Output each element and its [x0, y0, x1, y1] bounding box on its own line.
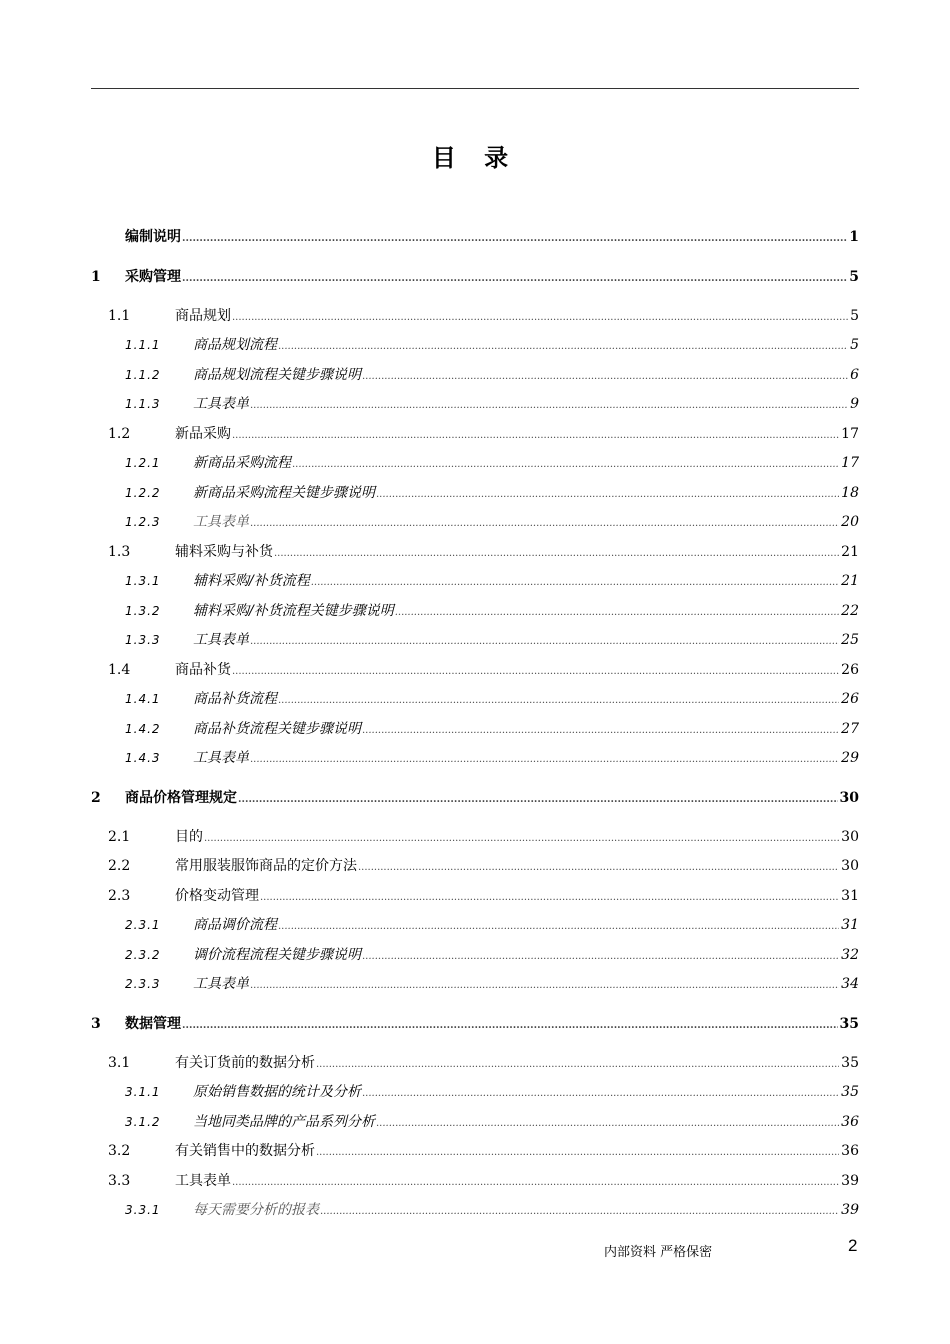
toc-dot-leader [362, 365, 848, 389]
toc-entry-title: 有关订货前的数据分析 [175, 1055, 315, 1071]
toc-entry-page: 25 [841, 632, 859, 648]
toc-entry[interactable] [91, 854, 859, 878]
toc-entry-page: 29 [841, 750, 859, 766]
toc-entry-title: 每天需要分析的报表 [193, 1202, 319, 1218]
toc-entry-number: 1.1.2 [125, 368, 161, 382]
toc-entry-number: 3.1 [108, 1055, 131, 1071]
toc-entry-title: 工具表单 [193, 750, 249, 766]
toc-entry-page: 17 [841, 426, 859, 442]
toc-entry-page: 5 [849, 269, 859, 285]
toc-entry-number: 2.3.3 [125, 977, 161, 991]
toc-dot-leader [250, 630, 839, 654]
header-rule [91, 88, 859, 89]
toc-entry-title: 商品补货 [175, 662, 231, 678]
toc-entry[interactable] [91, 1169, 859, 1193]
toc-entry[interactable] [91, 1051, 859, 1075]
page-title: 目 录 [431, 143, 519, 172]
toc-entry-page: 35 [841, 1055, 859, 1071]
toc-entry-title: 辅料采购/补货流程关键步骤说明 [193, 603, 394, 619]
toc-entry-title: 原始销售数据的统计及分析 [193, 1084, 361, 1100]
toc-dot-leader [250, 748, 839, 772]
toc-dot-leader [232, 306, 848, 330]
toc-entry-number: 1.3.3 [125, 633, 161, 647]
toc-entry-title: 商品价格管理规定 [125, 790, 237, 806]
toc-entry-page: 22 [841, 603, 859, 619]
toc-entry-page: 6 [850, 367, 859, 383]
toc-entry-page: 26 [841, 662, 859, 678]
toc-entry-number: 1.3 [108, 544, 131, 560]
toc-dot-leader [278, 689, 839, 713]
toc-dot-leader [250, 394, 848, 418]
toc-entry-number: 1.4.1 [125, 692, 161, 706]
toc-entry[interactable] [91, 1198, 859, 1222]
toc-entry-number: 1.2.3 [125, 515, 161, 529]
toc-entry[interactable] [91, 1080, 859, 1104]
toc-entry-page: 30 [841, 858, 859, 874]
toc-entry-number: 3 [91, 1016, 101, 1032]
toc-entry[interactable] [91, 786, 859, 810]
toc-dot-leader [316, 1053, 839, 1077]
toc-entry-page: 17 [841, 455, 859, 471]
toc-entry-page: 30 [839, 790, 859, 806]
toc-entry-title: 商品补货流程 [193, 691, 277, 707]
toc-dot-leader [182, 227, 847, 251]
toc-dot-leader [250, 512, 839, 536]
toc-entry-title: 商品调价流程 [193, 917, 277, 933]
toc-dot-leader [316, 1141, 839, 1165]
toc-entry-page: 36 [841, 1143, 859, 1159]
toc-entry-number: 3.3 [108, 1173, 131, 1189]
toc-entry-title: 调价流程流程关键步骤说明 [193, 947, 361, 963]
toc-entry[interactable] [91, 451, 859, 475]
toc-entry[interactable] [91, 1139, 859, 1163]
toc-entry[interactable] [91, 392, 859, 416]
toc-dot-leader [274, 542, 839, 566]
toc-dot-leader [376, 1112, 839, 1136]
toc-entry-page: 5 [850, 337, 859, 353]
toc-entry[interactable] [91, 913, 859, 937]
toc-entry-page: 20 [841, 514, 859, 530]
toc-entry-title: 采购管理 [125, 269, 181, 285]
toc-entry-title: 新品采购 [175, 426, 231, 442]
toc-entry-title: 工具表单 [175, 1173, 231, 1189]
toc-entry-page: 31 [841, 917, 859, 933]
toc-entry-number: 1.3.2 [125, 604, 161, 618]
toc-dot-leader [311, 571, 839, 595]
toc-entry-title: 数据管理 [125, 1016, 181, 1032]
toc-dot-leader [182, 267, 847, 291]
toc-entry[interactable] [91, 304, 859, 328]
toc-entry-number: 2 [91, 790, 101, 806]
toc-entry-title: 工具表单 [193, 632, 249, 648]
toc-entry[interactable] [91, 1110, 859, 1134]
toc-entry-number: 1.4 [108, 662, 131, 678]
toc-entry-page: 32 [841, 947, 859, 963]
toc-entry[interactable] [91, 510, 859, 534]
toc-dot-leader [320, 1200, 839, 1224]
toc-entry-title: 工具表单 [193, 514, 249, 530]
toc-entry-number: 2.2 [108, 858, 131, 874]
toc-dot-leader [362, 945, 839, 969]
toc-entry-page: 18 [841, 485, 859, 501]
toc-entry-title: 商品补货流程关键步骤说明 [193, 721, 361, 737]
toc-entry-title: 商品规划流程 [193, 337, 277, 353]
toc-dot-leader [232, 424, 839, 448]
toc-entry-number: 3.1.2 [125, 1115, 161, 1129]
toc-entry-page: 36 [841, 1114, 859, 1130]
toc-entry-page: 26 [841, 691, 859, 707]
toc-entry-number: 1.1 [108, 308, 131, 324]
toc-entry-page: 34 [841, 976, 859, 992]
toc-entry[interactable] [91, 265, 859, 289]
toc-entry[interactable] [91, 825, 859, 849]
toc-entry-title: 常用服装服饰商品的定价方法 [175, 858, 357, 874]
toc-entry-number: 3.2 [108, 1143, 131, 1159]
toc-entry-number: 1.1.1 [125, 338, 161, 352]
toc-dot-leader [362, 719, 839, 743]
toc-entry-title: 新商品采购流程关键步骤说明 [193, 485, 375, 501]
toc-entry-page: 30 [841, 829, 859, 845]
toc-entry-title: 商品规划 [175, 308, 231, 324]
toc-entry-page: 1 [849, 229, 859, 245]
toc-entry-number: 1.3.1 [125, 574, 161, 588]
toc-entry-number: 3.1.1 [125, 1085, 161, 1099]
toc-entry[interactable] [91, 363, 859, 387]
toc-entry[interactable] [91, 1012, 859, 1036]
toc-entry[interactable] [91, 422, 859, 446]
toc-entry-title: 有关销售中的数据分析 [175, 1143, 315, 1159]
toc-dot-leader [204, 827, 839, 851]
toc-dot-leader [232, 660, 839, 684]
toc-dot-leader [278, 915, 839, 939]
toc-entry[interactable] [91, 687, 859, 711]
toc-dot-leader [362, 1082, 839, 1106]
toc-dot-leader [182, 1014, 838, 1038]
toc-entry[interactable] [91, 569, 859, 593]
toc-entry[interactable] [91, 628, 859, 652]
toc-entry-page: 39 [841, 1202, 859, 1218]
toc-entry-title: 工具表单 [193, 396, 249, 412]
toc-entry[interactable] [91, 599, 859, 623]
toc-dot-leader [376, 483, 839, 507]
toc-entry-page: 9 [850, 396, 859, 412]
toc-entry-number: 1.4.2 [125, 722, 161, 736]
toc-dot-leader [238, 788, 838, 812]
toc-entry-number: 1.1.3 [125, 397, 161, 411]
toc-entry-number: 3.3.1 [125, 1203, 161, 1217]
toc-entry-page: 27 [841, 721, 859, 737]
toc-entry[interactable] [91, 333, 859, 357]
toc-dot-leader [250, 974, 839, 998]
toc-entry-number: 1 [91, 269, 101, 285]
toc-entry-title: 工具表单 [193, 976, 249, 992]
toc-entry-page: 35 [839, 1016, 859, 1032]
toc-entry-title: 当地同类品牌的产品系列分析 [193, 1114, 375, 1130]
toc-entry-page: 21 [841, 544, 859, 560]
toc-entry[interactable] [91, 884, 859, 908]
toc-entry-number: 1.2 [108, 426, 131, 442]
toc-entry-title: 目的 [175, 829, 203, 845]
toc-entry-title: 新商品采购流程 [193, 455, 291, 471]
toc-dot-leader [292, 453, 839, 477]
toc-entry[interactable] [91, 746, 859, 770]
toc-entry[interactable] [91, 943, 859, 967]
toc-entry[interactable] [91, 540, 859, 564]
toc-entry-number: 2.3 [108, 888, 131, 904]
toc-dot-leader [278, 335, 848, 359]
footer-page-number: 2 [848, 1236, 858, 1255]
toc-entry[interactable] [91, 717, 859, 741]
toc-entry-title: 辅料采购/补货流程 [193, 573, 310, 589]
toc-entry-title: 辅料采购与补货 [175, 544, 273, 560]
toc-entry-number: 2.1 [108, 829, 131, 845]
toc-entry-number: 1.4.3 [125, 751, 161, 765]
toc-entry-number: 1.2.2 [125, 486, 161, 500]
toc-dot-leader [232, 1171, 839, 1195]
toc-entry-page: 39 [841, 1173, 859, 1189]
toc-entry-number: 2.3.2 [125, 948, 161, 962]
toc-entry-title: 编制说明 [125, 229, 181, 245]
toc-entry-number: 2.3.1 [125, 918, 161, 932]
toc-entry[interactable] [91, 972, 859, 996]
toc-dot-leader [358, 856, 839, 880]
toc-dot-leader [260, 886, 839, 910]
toc-entry-number: 1.2.1 [125, 456, 161, 470]
toc-entry[interactable] [91, 658, 859, 682]
toc-entry[interactable] [91, 225, 859, 249]
footer-confidential-note: 内部资料 严格保密 [604, 1245, 713, 1260]
toc-entry-page: 5 [850, 308, 859, 324]
toc-entry-page: 35 [841, 1084, 859, 1100]
toc-entry[interactable] [91, 481, 859, 505]
toc-entry-page: 21 [841, 573, 859, 589]
toc-entry-page: 31 [841, 888, 859, 904]
toc-entry-title: 商品规划流程关键步骤说明 [193, 367, 361, 383]
toc-entry-title: 价格变动管理 [175, 888, 259, 904]
toc-dot-leader [395, 601, 839, 625]
